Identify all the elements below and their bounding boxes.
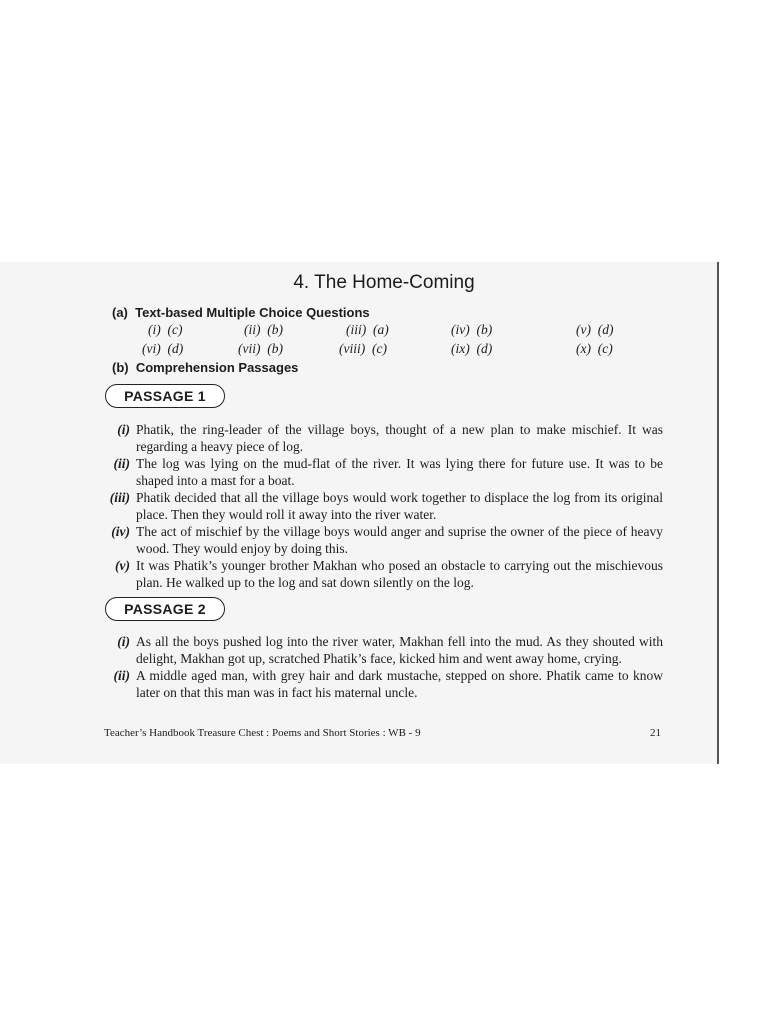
answer-number: (iii) bbox=[109, 490, 130, 505]
answer-item bbox=[100, 455, 663, 489]
chapter-title: 4. The Home-Coming bbox=[293, 272, 475, 293]
answer-text: The log was lying on the mud-flat of the river. It was lying there for future use. It was to be shaped into a mast for a boat. bbox=[136, 456, 663, 488]
mcq-item: (iv) (b) bbox=[451, 322, 493, 337]
section-b-heading bbox=[112, 360, 298, 375]
answer-number: (v) bbox=[115, 558, 130, 573]
page-edge bbox=[717, 262, 719, 764]
mcq-item: (v) (d) bbox=[576, 322, 614, 337]
mcq-answer-grid bbox=[140, 322, 660, 360]
section-b-label: (b) bbox=[112, 360, 129, 375]
mcq-item: (i) (c) bbox=[148, 322, 183, 337]
mcq-item: (vi) (d) bbox=[142, 341, 184, 356]
section-a-text: Text-based Multiple Choice Questions bbox=[135, 305, 370, 320]
answer-text: As all the boys pushed log into the river water, Makhan fell into the mud. As they shouted with delight, Makhan got up, scratched Phatik’s face, kicked him and went away home, crying. bbox=[136, 634, 663, 666]
passage-2-badge: PASSAGE 2 bbox=[105, 597, 225, 621]
footer-book-title: Teacher’s Handbook Treasure Chest : Poems and Short Stories : WB - 9 bbox=[104, 727, 421, 739]
answer-item bbox=[100, 667, 663, 701]
section-a-heading bbox=[112, 305, 370, 320]
answer-number: (iv) bbox=[111, 524, 130, 539]
mcq-row bbox=[140, 341, 660, 360]
mcq-item: (x) (c) bbox=[576, 341, 613, 356]
section-a-label: (a) bbox=[112, 305, 128, 320]
answer-item bbox=[100, 557, 663, 591]
page-number: 21 bbox=[650, 727, 661, 739]
answer-text: It was Phatik’s younger brother Makhan who posed an obstacle to carrying out the mischievous plan. He walked up to the log and sat down silently on the log. bbox=[136, 558, 663, 590]
answer-item bbox=[100, 633, 663, 667]
mcq-row bbox=[140, 322, 660, 341]
answer-text: Phatik decided that all the village boys would work together to displace the log from its original place. Then they would roll it away into the river water. bbox=[136, 490, 663, 522]
mcq-item: (ix) (d) bbox=[451, 341, 493, 356]
mcq-item: (ii) (b) bbox=[244, 322, 283, 337]
mcq-item: (viii) (c) bbox=[339, 341, 387, 356]
answer-number: (i) bbox=[117, 422, 130, 437]
mcq-item: (vii) (b) bbox=[238, 341, 283, 356]
answer-item bbox=[100, 421, 663, 455]
answer-number: (i) bbox=[117, 634, 130, 649]
mcq-item: (iii) (a) bbox=[346, 322, 389, 337]
answer-item bbox=[100, 489, 663, 523]
answer-number: (ii) bbox=[113, 456, 130, 471]
answer-number: (ii) bbox=[113, 668, 130, 683]
passage-1-answers bbox=[100, 421, 663, 591]
passage-1-badge: PASSAGE 1 bbox=[105, 384, 225, 408]
answer-text: The act of mischief by the village boys would anger and suprise the owner of the piece of heavy wood. They would enjoy by doing this. bbox=[136, 524, 663, 556]
section-b-text: Comprehension Passages bbox=[135, 360, 299, 375]
answer-text: A middle aged man, with grey hair and dark mustache, stepped on shore. Phatik came to know later on that this man was in fact his maternal uncle. bbox=[136, 668, 663, 700]
answer-text: Phatik, the ring-leader of the village boys, thought of a new plan to make mischief. It was regarding a heavy piece of log. bbox=[136, 422, 663, 454]
answer-item bbox=[100, 523, 663, 557]
page-footer bbox=[104, 727, 661, 739]
passage-2-answers bbox=[100, 633, 663, 701]
